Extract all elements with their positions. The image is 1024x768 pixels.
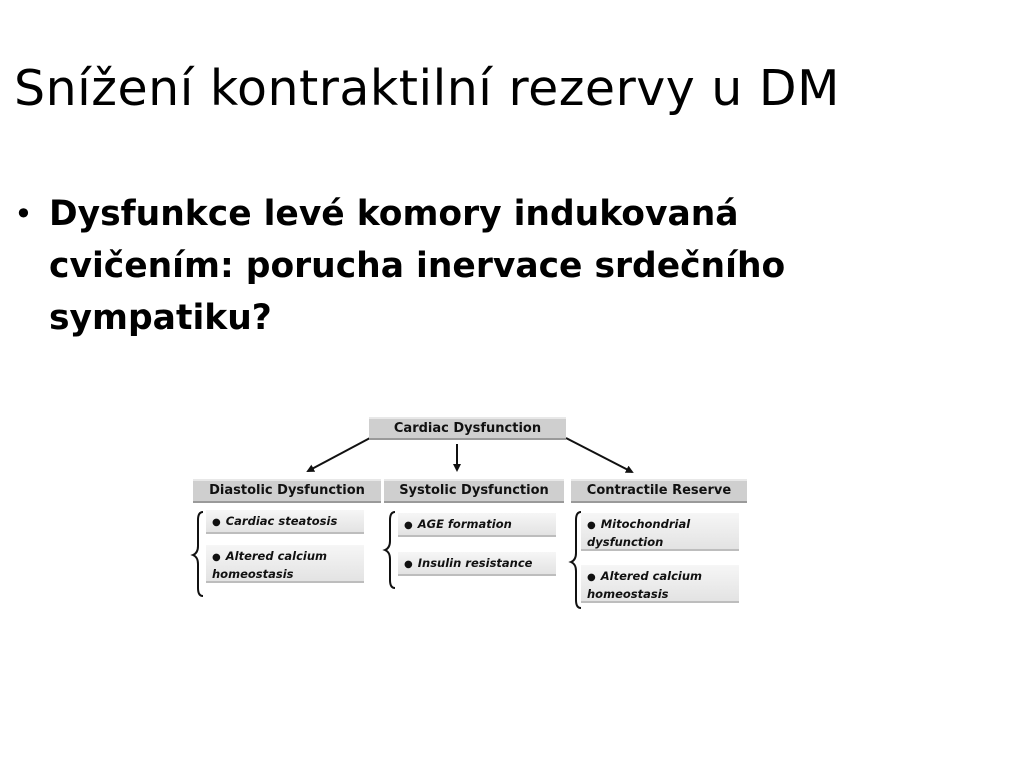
node-systolic-dysfunction: Systolic Dysfunction bbox=[384, 479, 564, 503]
item-insulin-resistance bbox=[398, 552, 556, 576]
item-label: AGE formation bbox=[417, 517, 512, 531]
brace-diastolic bbox=[193, 512, 203, 596]
node-cardiac-dysfunction: Cardiac Dysfunction bbox=[369, 417, 566, 440]
item-altered-calcium-homeostasis-2 bbox=[581, 565, 739, 603]
item-altered-calcium-homeostasis bbox=[206, 545, 364, 583]
item-label: Cardiac steatosis bbox=[225, 514, 338, 528]
bullet-line: sympatiku? bbox=[49, 298, 272, 338]
bullet-line: Dysfunkce levé komory indukovaná bbox=[49, 194, 739, 234]
bullet-dot-icon: ● bbox=[587, 572, 596, 583]
bullet-dot-icon: ● bbox=[212, 552, 221, 563]
item-mitochondrial-dysfunction bbox=[581, 513, 739, 551]
bullet-dot-icon: ● bbox=[404, 559, 413, 570]
brace-systolic bbox=[385, 512, 395, 588]
item-label: Mitochondrial dysfunction bbox=[587, 517, 691, 549]
node-diastolic-dysfunction: Diastolic Dysfunction bbox=[193, 479, 381, 503]
slide-title: Snížení kontraktilní rezervy u DM bbox=[14, 60, 840, 117]
item-label: Altered calcium homeostasis bbox=[587, 569, 703, 601]
bullet-dot-icon: ● bbox=[587, 520, 596, 531]
bullet-marker: • bbox=[14, 195, 33, 233]
bullet-dot-icon: ● bbox=[212, 517, 221, 528]
node-contractile-reserve: Contractile Reserve bbox=[571, 479, 747, 503]
item-age-formation bbox=[398, 513, 556, 537]
bullet-text bbox=[49, 188, 909, 344]
bullet-line: cvičením: porucha inervace srdečního bbox=[49, 246, 786, 286]
arrow-to-diastolic bbox=[308, 438, 370, 471]
item-label: Insulin resistance bbox=[417, 556, 533, 570]
item-cardiac-steatosis bbox=[206, 510, 364, 534]
arrow-to-contractile bbox=[566, 438, 632, 472]
brace-contractile bbox=[571, 512, 581, 608]
bullet-dot-icon: ● bbox=[404, 520, 413, 531]
item-label: Altered calcium homeostasis bbox=[212, 549, 328, 581]
